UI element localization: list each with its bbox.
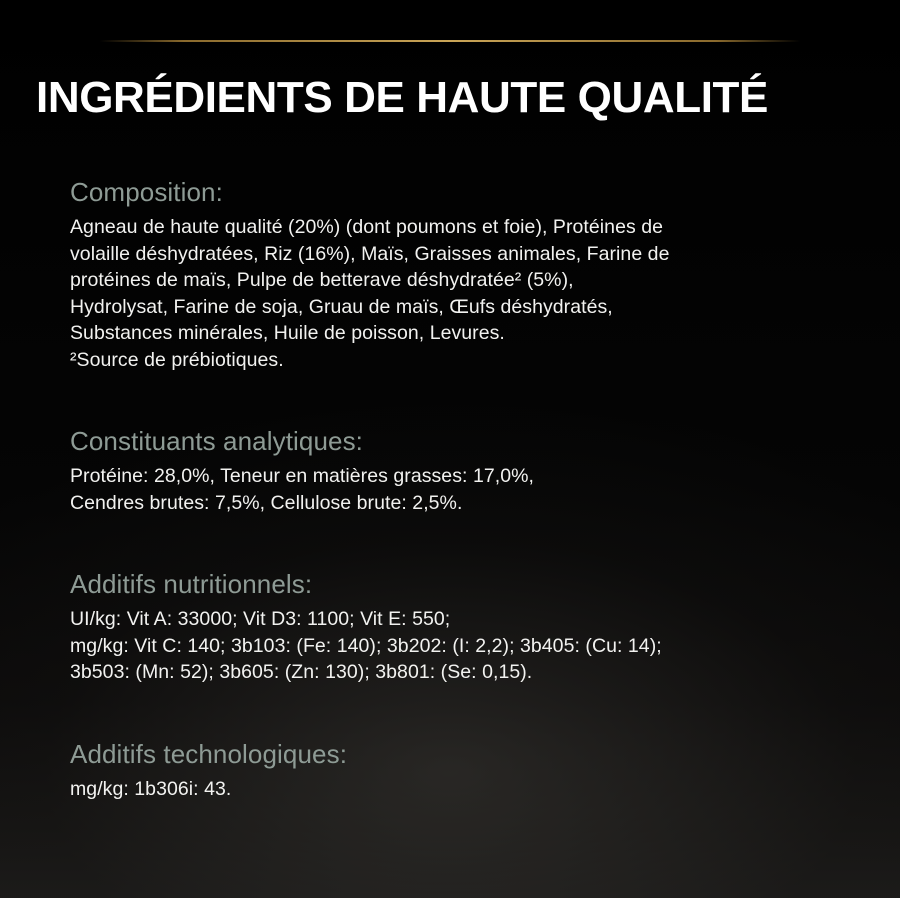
page-title: INGRÉDIENTS DE HAUTE QUALITÉ	[36, 73, 768, 122]
section-analytical-constituents	[70, 425, 860, 516]
body-line-footnote: ²Source de prébiotiques.	[70, 348, 284, 371]
body-line: Protéine: 28,0%, Teneur en matières grasses: 17,0%,	[70, 465, 534, 487]
section-body	[70, 214, 860, 373]
section-heading: Additifs nutritionnels:	[70, 569, 313, 599]
section-body	[70, 776, 860, 803]
section-heading: Composition:	[70, 177, 223, 207]
section-composition	[70, 176, 860, 373]
section-nutritional-additives	[70, 568, 860, 686]
body-line: mg/kg: 1b306i: 43.	[70, 777, 232, 800]
section-technological-additives	[70, 738, 860, 803]
section-heading: Constituants analytiques:	[70, 426, 364, 456]
section-spacer	[70, 720, 860, 738]
body-line: UI/kg: Vit A: 33000; Vit D3: 1100; Vit E: 550;	[70, 608, 451, 630]
body-line: Agneau de haute qualité (20%) (dont poumons et foie), Protéines de	[70, 216, 664, 238]
section-heading: Additifs technologiques:	[70, 738, 348, 769]
body-line: volaille déshydratées, Riz (16%), Maïs, Graisses animales, Farine de	[70, 242, 670, 265]
body-line: mg/kg: Vit C: 140; 3b103: (Fe: 140); 3b202: (I: 2,2); 3b405: (Cu: 14);	[70, 634, 662, 657]
body-line: protéines de maïs, Pulpe de betterave déshydratée² (5%),	[70, 269, 574, 291]
section-body	[70, 606, 860, 686]
body-line: Hydrolysat, Farine de soja, Gruau de maïs, Œufs déshydratés,	[70, 295, 613, 318]
body-line: 3b503: (Mn: 52); 3b605: (Zn: 130); 3b801: (Se: 0,15).	[70, 661, 533, 683]
section-spacer	[70, 407, 860, 425]
body-line: Substances minérales, Huile de poisson, Levures.	[70, 322, 505, 344]
section-body	[70, 463, 860, 516]
section-spacer	[70, 550, 860, 568]
ingredients-content	[70, 176, 860, 832]
gold-divider	[100, 40, 800, 42]
body-line: Cendres brutes: 7,5%, Cellulose brute: 2,5%.	[70, 491, 463, 514]
